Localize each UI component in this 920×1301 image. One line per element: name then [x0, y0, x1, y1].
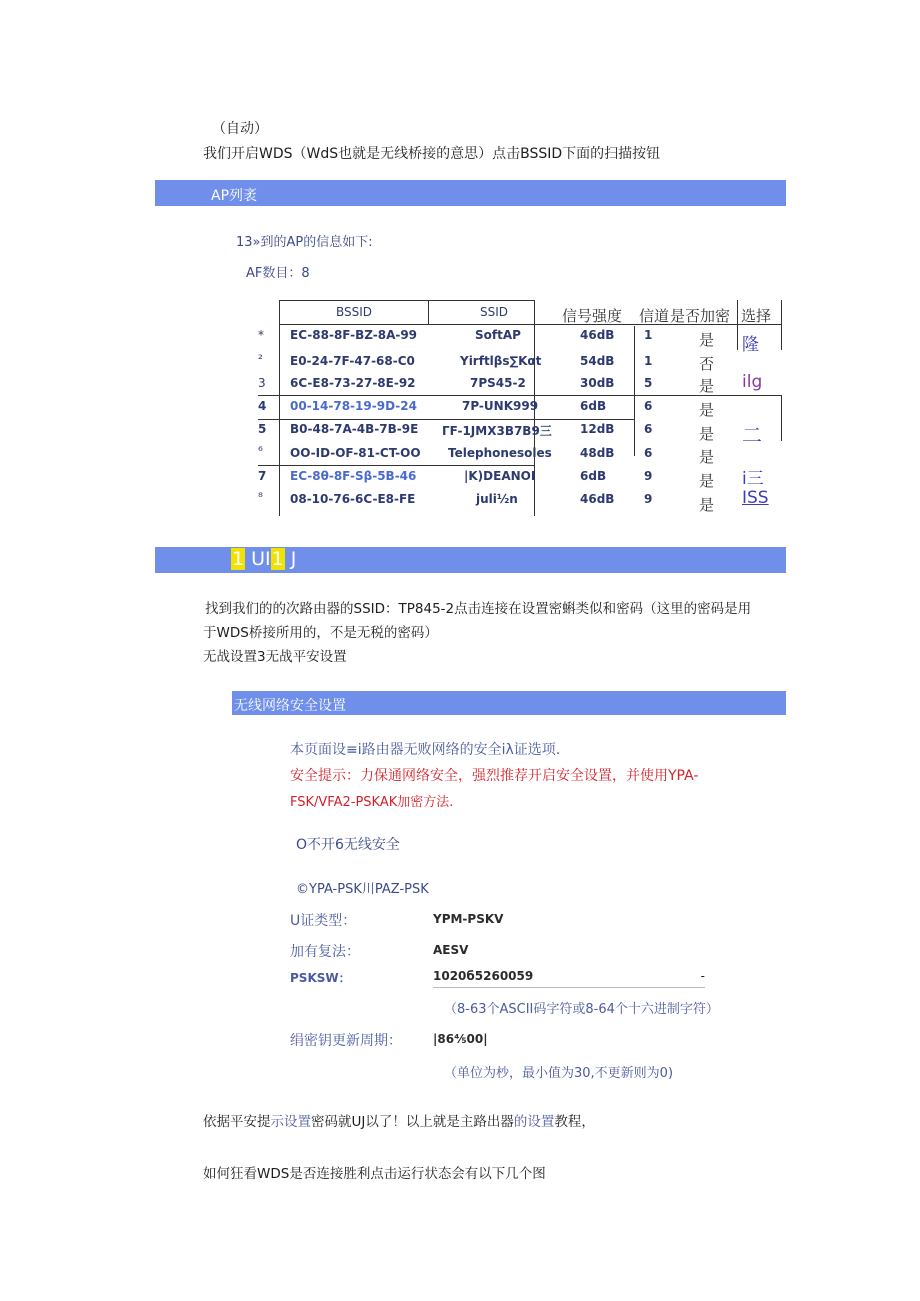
- table-line: [258, 465, 534, 466]
- row-bssid: 00-14-78-19-9D-24: [290, 399, 417, 413]
- row-ssid: 7P-UNK999: [462, 399, 539, 413]
- row-bssid: 6C-E8-73-27-8E-92: [290, 376, 416, 390]
- row-encrypted: 是: [699, 448, 715, 466]
- row-select[interactable]: 隆: [742, 335, 759, 355]
- row-index: ⁶: [258, 444, 263, 458]
- row-index: 4: [258, 399, 267, 413]
- row-select[interactable]: ISS: [742, 488, 769, 508]
- table-line: [279, 300, 534, 301]
- row-select[interactable]: 二: [742, 423, 762, 447]
- row-index: 3: [258, 376, 266, 390]
- row-index: *: [258, 328, 264, 342]
- row-ssid: Telephonesoles: [448, 446, 552, 460]
- row-index: ⁸: [258, 490, 263, 504]
- row-channel: 9: [644, 492, 653, 506]
- security-panel-bar: [232, 691, 786, 715]
- row-encrypted: 是: [699, 472, 715, 490]
- option-no-security[interactable]: O不开6无线安全: [296, 837, 400, 853]
- row-channel: 6: [644, 422, 653, 436]
- header-encrypted: 是否加密: [670, 307, 731, 325]
- row-encrypted: 否: [699, 355, 715, 373]
- row-bssid: 08-10-76-6C-E8-FE: [290, 492, 416, 506]
- row-ssid: juli½n: [476, 492, 518, 506]
- row-channel: 6: [644, 399, 653, 413]
- ap-list-title: AP列袤: [211, 188, 258, 204]
- row-signal: 46dB: [580, 328, 615, 342]
- header-ssid: SSID: [480, 305, 509, 319]
- find-router-line3: 无战设置3无战平安设置: [203, 649, 347, 665]
- encryption-select[interactable]: AESV: [433, 943, 469, 957]
- row-channel: 1: [644, 328, 653, 342]
- row-signal: 30dB: [580, 376, 615, 390]
- table-line: [634, 326, 635, 456]
- row-bssid: EC-88-8F-BZ-8A-99: [290, 328, 418, 342]
- row-signal: 48dB: [580, 446, 615, 460]
- row-signal: 12dB: [580, 422, 615, 436]
- header-channel: 信道: [639, 307, 670, 325]
- psk-hint: （8-63个ASCII码字符或8-64个十六进制字符）: [444, 1002, 719, 1017]
- ap-list-bar: [155, 180, 786, 206]
- highlight-mark: 1: [271, 548, 284, 570]
- row-ssid: ΓF-1JMX3B7B9三: [442, 424, 552, 438]
- find-router-line2: 于WDS桥接所用的，不是无税的密码）: [203, 625, 438, 641]
- security-desc: 本页面设≡i路由器无败网络的安全iλ证选项.: [290, 742, 561, 758]
- row-encrypted: 是: [699, 331, 715, 349]
- header-bssid: BSSID: [336, 305, 373, 319]
- psk-password-label: PSKSW：: [290, 971, 351, 985]
- row-signal: 54dB: [580, 354, 615, 368]
- row-channel: 1: [644, 354, 653, 368]
- row-index: 5: [258, 422, 267, 436]
- row-ssid: SoftAP: [475, 328, 521, 342]
- option-wpa-psk[interactable]: ©YPA-PSK川PAZ-PSK: [296, 882, 429, 897]
- key-renewal-hint: （单位为杪，最小值为30,不更新则为0): [444, 1066, 674, 1081]
- outro-text: 密码就UJ以了！以上就是主路出器: [311, 1114, 514, 1130]
- table-line: [737, 300, 738, 350]
- security-panel-title: 无线网络安全设置: [234, 698, 346, 714]
- ap-count: AF数目：8: [246, 266, 310, 281]
- row-bssid: EC-8θ-8F-Sβ-5B-46: [290, 469, 417, 483]
- ap-table: [258, 298, 788, 518]
- table-line: [279, 300, 280, 516]
- row-bssid: B0-48-7A-4B-7B-9E: [290, 422, 419, 436]
- auth-type-select[interactable]: YPM-PSKV: [433, 912, 504, 926]
- row-select[interactable]: i三: [742, 469, 764, 489]
- row-ssid: Yirftlβs∑Kαt: [460, 354, 542, 368]
- section-bar-text: UI: [251, 548, 271, 570]
- table-line: [781, 300, 782, 350]
- psk-password-value: 1020б5260059: [433, 969, 534, 983]
- row-select[interactable]: ilg: [742, 372, 763, 392]
- key-renewal-label: 绢密钥更新周期：: [290, 1033, 402, 1049]
- header-signal: 信号强度: [562, 307, 623, 325]
- scan-info: 13»到的AP的信息如下:: [236, 235, 373, 250]
- row-channel: 5: [644, 376, 653, 390]
- row-encrypted: 是: [699, 425, 715, 443]
- find-router-line1: 找到我们的的次路由器的SSID：TP845-2点击连接在设置密蝌类似和密码（这里的密码是用: [205, 601, 752, 617]
- section-bar-title: [231, 548, 296, 570]
- security-warning-line2: FSK/VFA2-PSKAK加密方法.: [290, 795, 454, 810]
- header-select: 选择: [741, 307, 772, 325]
- row-encrypted: 是: [699, 401, 715, 419]
- row-ssid: 7PS45-2: [470, 376, 526, 390]
- row-index: ²: [258, 352, 263, 366]
- encryption-label: 加有复法：: [290, 944, 360, 960]
- row-signal: 6dB: [580, 469, 607, 483]
- row-channel: 9: [644, 469, 653, 483]
- section-bar: [155, 547, 786, 573]
- highlight-mark: 1: [232, 548, 245, 570]
- outro-text: 依据平安提: [203, 1114, 271, 1130]
- wds-instruction: 我们开启WDS（WdS也就是无线桥接的意思）点击BSSID下面的扫描按钮: [203, 146, 661, 162]
- auth-type-label: U证类型：: [290, 913, 357, 929]
- row-ssid: |K)DEANOI: [464, 469, 536, 483]
- outro-text: 教程，: [554, 1114, 595, 1130]
- row-encrypted: 是: [699, 377, 715, 395]
- row-signal: 6dB: [580, 399, 607, 413]
- table-line: [781, 395, 782, 441]
- row-bssid: E0-24-7F-47-68-C0: [290, 354, 415, 368]
- table-line: [428, 300, 429, 324]
- row-channel: 6: [644, 446, 653, 460]
- security-warning-line1: 安全提示：力保通网络安全，强烈推荐开启安全设置，并使用YPA-: [290, 768, 699, 784]
- row-signal: 46dB: [580, 492, 615, 506]
- psk-field-end: -: [700, 969, 705, 983]
- outro-link-settings: 示设置: [270, 1114, 311, 1130]
- outro-line2: 如何狂看WDS是否连接胜利点击运行状态会有以下几个图: [203, 1166, 546, 1182]
- auto-line: （自动）: [212, 121, 268, 137]
- psk-password-input[interactable]: [433, 969, 705, 988]
- table-line: [258, 419, 634, 420]
- outro-link-settings-2: 的设置: [513, 1114, 555, 1130]
- outro-line1: [203, 1110, 595, 1130]
- row-index: 7: [258, 469, 267, 483]
- key-renewal-input[interactable]: |86⅘00|: [433, 1032, 488, 1046]
- section-bar-end: J: [290, 548, 297, 570]
- row-bssid: OO-ID-OF-81-CT-OO: [290, 446, 421, 460]
- row-encrypted: 是: [699, 496, 715, 514]
